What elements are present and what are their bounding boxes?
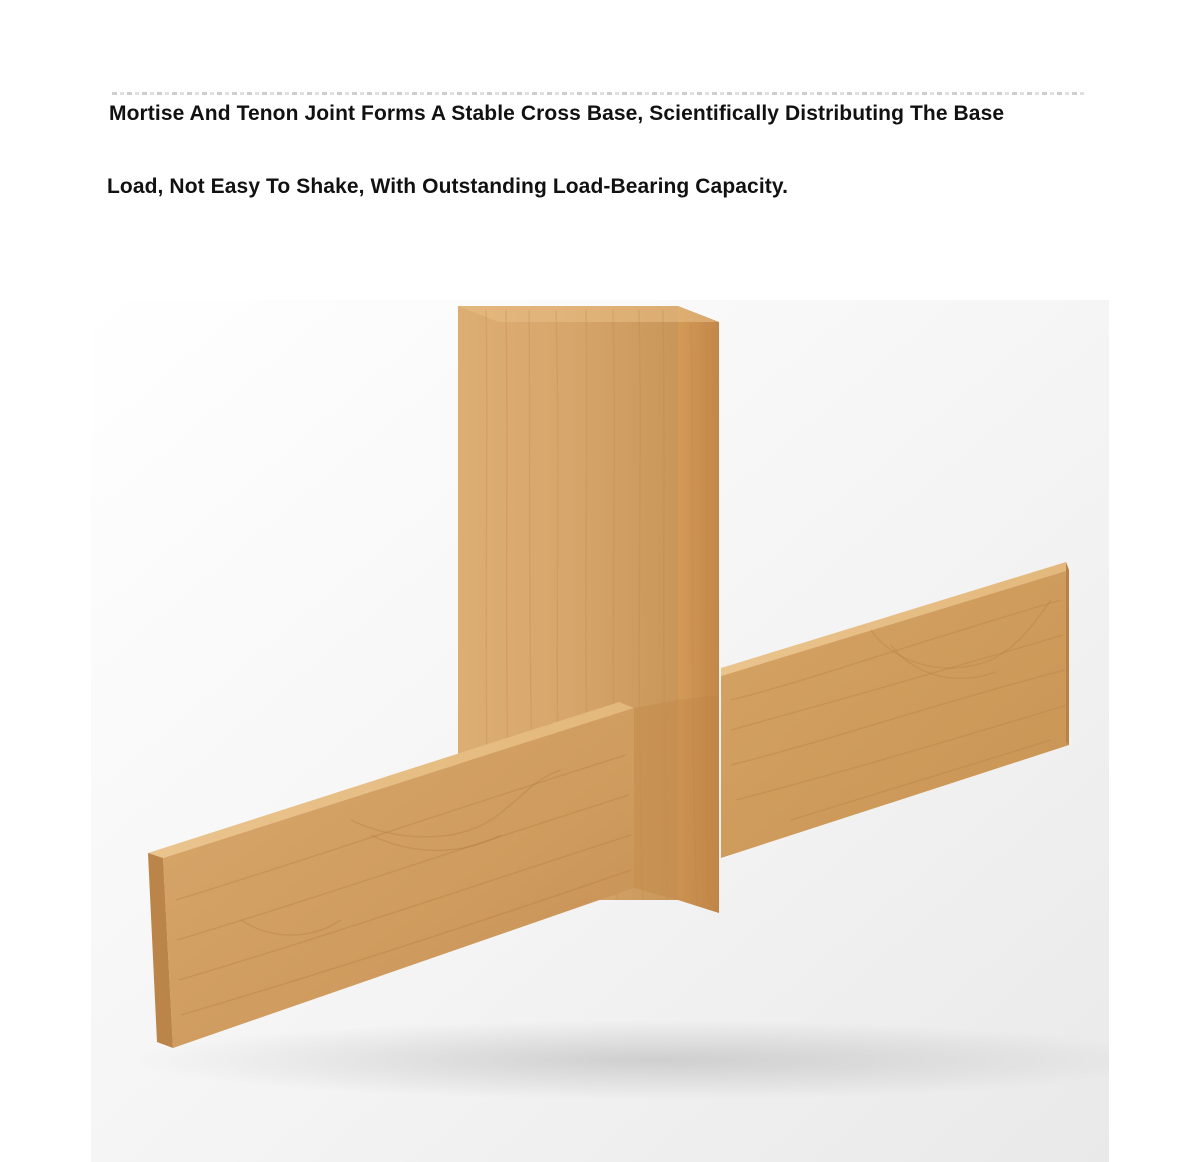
caption-line-1: Mortise And Tenon Joint Forms A Stable Cross Base, Scientifically Distributing The Base: [109, 102, 1005, 125]
product-photo: [91, 300, 1109, 1162]
table-base-illustration: [91, 300, 1109, 1162]
decorative-divider: [112, 92, 1087, 95]
caption-line-2: Load, Not Easy To Shake, With Outstanding Load-Bearing Capacity.: [107, 175, 789, 198]
caption-area: [0, 0, 1200, 240]
